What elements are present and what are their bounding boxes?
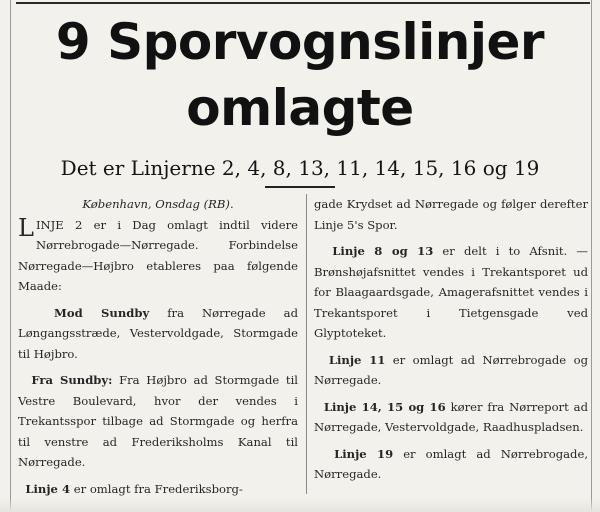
- paragraph-2: [18, 303, 298, 365]
- paragraph-8: [314, 397, 588, 438]
- right-border: [591, 0, 592, 512]
- top-rule: [16, 2, 590, 4]
- subhead-rule: [265, 186, 335, 188]
- paragraph-8-text: kører fra Nørreport ad Nørregade, Vestervoldgade, Raadhuspladsen.: [314, 399, 588, 434]
- paragraph-6-lead: Linje 8 og 13: [332, 244, 434, 258]
- paragraph-3: [18, 370, 298, 473]
- paragraph-2-text: fra Nørregade ad Løngangsstræde, Vestervoldgade, Stormgade til Højbro.: [18, 305, 299, 361]
- bottom-edge: [0, 498, 600, 512]
- paragraph-3-text: Fra Højbro ad Stormgade til Vestre Boulevard, hvor der vendes i Trekantsspor tilbage ad Stormgade og herfra til venstre ad Frederiksholms Kanal til Nørregade.: [18, 373, 298, 469]
- paragraph-9-text: er omlagt ad Nørrebrogade, Nørregade.: [314, 446, 589, 481]
- paragraph-1-text: INJE 2 er i Dag omlagt indtil videre Nørrebrogade—Nørregade. Forbindelse Nørregade—Højbro etableres paa følgende Maade:: [18, 217, 298, 293]
- paragraph-7: [314, 350, 588, 391]
- paragraph-2-lead: Mod Sundby: [54, 305, 150, 320]
- headline-line-2: omlagte: [186, 79, 414, 137]
- paragraph-6: [314, 241, 588, 344]
- article-column-left: [18, 194, 298, 499]
- paragraph-3-lead: Fra Sundby:: [31, 373, 113, 387]
- paragraph-7-lead: Linje 11: [328, 352, 386, 367]
- column-divider: [306, 194, 307, 494]
- article-column-right: [314, 194, 588, 485]
- paragraph-4-text: er omlagt fra Frederiksborg-: [70, 481, 243, 496]
- paragraph-8-lead: Linje 14, 15 og 16: [323, 399, 446, 414]
- paragraph-5: gade Krydset ad Nørregade og følger derefter Linje 5's Spor.: [314, 197, 588, 232]
- paragraph-1: [18, 215, 298, 297]
- subheadline: Det er Linjerne 2, 4, 8, 13, 11, 14, 15, 16 og 19: [60, 156, 540, 180]
- headline-line-1: 9 Sporvognslinjer: [55, 13, 545, 71]
- paragraph-6-text: er delt i to Afsnit. — Brønshøjafsnittet vendes i Trekantsporet ud for Blaagaardsgade, Amagerafsnittet vendes i Trekantsporet i Tietgensgade ved Glyptoteket.: [314, 244, 588, 340]
- paragraph-9: [314, 444, 588, 485]
- dateline: København, Onsdag (RB).: [82, 197, 234, 211]
- paragraph-4: [18, 479, 298, 500]
- drop-cap: L: [18, 213, 34, 242]
- left-border: [10, 0, 11, 512]
- paragraph-7-text: er omlagt ad Nørrebrogade og Nørregade.: [314, 352, 588, 387]
- paragraph-4-lead: Linje 4: [25, 481, 71, 496]
- paragraph-9-lead: Linje 19: [334, 446, 394, 461]
